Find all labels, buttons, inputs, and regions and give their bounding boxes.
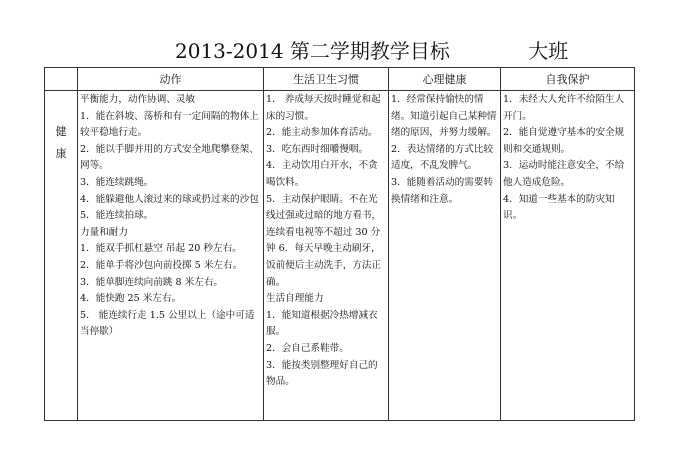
goal-item: 4．能快跑 25 米左右。: [80, 293, 182, 305]
header-mental-health: 心理健康: [389, 68, 501, 91]
goal-item: 平衡能力，动作协调、灵敏: [80, 94, 196, 105]
goal-item: 1．能双手抓杠悬空 吊起 20 秒左右。: [80, 243, 242, 255]
title-year: 2013-2014: [175, 39, 284, 63]
content-row: [45, 91, 635, 421]
self-protection-column: [501, 91, 635, 421]
mental-health-column: [389, 91, 501, 421]
goal-item: 1．未经大人允许不给陌生人开门。: [503, 94, 625, 122]
goal-item: 2．能自觉遵守基本的安全规则和交通规则。: [503, 127, 625, 155]
hygiene-column: [264, 91, 389, 421]
goal-item: 1．经常保持愉快的情绪。知道引起自己某种情绪的原因，并努力缓解。: [391, 94, 497, 139]
goal-item: 3．能按类别整理好自己的物品。: [266, 359, 378, 388]
goal-item: 1．能在斜坡、荡桥和有一定间隔的物体上: [80, 110, 259, 122]
goal-item: 当停歇）: [80, 326, 119, 338]
domain-label-cell: [45, 91, 78, 421]
goal-item: 1． 养成每天按时睡觉和起床的习惯。: [266, 94, 381, 122]
goal-item: 5． 能连续行走 1.5 公里以上（途中可适: [80, 309, 255, 321]
movement-column: [78, 91, 264, 421]
goal-item: 3．运动时能注意安全，不给他人造成危险。: [503, 160, 625, 188]
page-title: [175, 35, 568, 64]
goal-item: 1．能知道根据冷热增减衣服。: [266, 309, 378, 338]
header-row: [45, 68, 635, 91]
goal-item: 2．能主动参加体育活动。: [266, 127, 378, 139]
goal-item: 4．主动饮用白开水，不贪喝饮料。: [266, 160, 378, 188]
goals-table: [44, 67, 635, 421]
goal-item: 3．能单脚连续向前跳 8 米左右。: [80, 276, 224, 288]
goal-item: 2．能以手脚并用的方式安全地爬攀登架、网等。: [80, 143, 259, 172]
goal-item: 5．主动保护眼睛。不在光线过强或过暗的地方看书，连续看电视等不超过 30 分钟 6．每天早晚主动刷牙，饭前便后主动洗手，方法正确。: [266, 193, 382, 288]
title-class: 大班: [528, 39, 569, 63]
goal-item: 4．能躲避他人滚过来的球或扔过来的沙包: [80, 193, 259, 205]
header-movement: 动作: [78, 68, 264, 91]
goal-item: 5．能连续拍球。: [80, 210, 154, 222]
goal-item: 生活自理能力: [266, 293, 324, 305]
goal-item: 较平稳地行走。: [80, 127, 148, 139]
goal-item: 3．吃东西时细嚼慢咽。: [266, 143, 369, 155]
goal-item: 2．会自己系鞋带。: [266, 342, 349, 354]
domain-label-char: 健: [55, 125, 67, 138]
header-hygiene: 生活卫生习惯: [264, 68, 389, 91]
goal-item: 4．知道一些基本的防灾知识。: [503, 193, 615, 222]
goal-item: 3．能连续跳绳。: [80, 176, 154, 188]
corner-cell: [45, 68, 78, 91]
title-main: 第二学期教学目标: [289, 39, 450, 63]
goal-item: 2．表达情绪的方式比较适度，不乱发脾气。: [391, 143, 494, 172]
domain-label-char: 康: [55, 147, 67, 160]
goal-item: 2．能单手将沙包向前投掷 5 米左右。: [80, 259, 243, 271]
goal-item: 力量和耐力: [80, 226, 128, 238]
header-self-protection: 自我保护: [501, 68, 635, 91]
goal-item: 3．能随着活动的需要转换情绪和注意。: [391, 176, 494, 205]
